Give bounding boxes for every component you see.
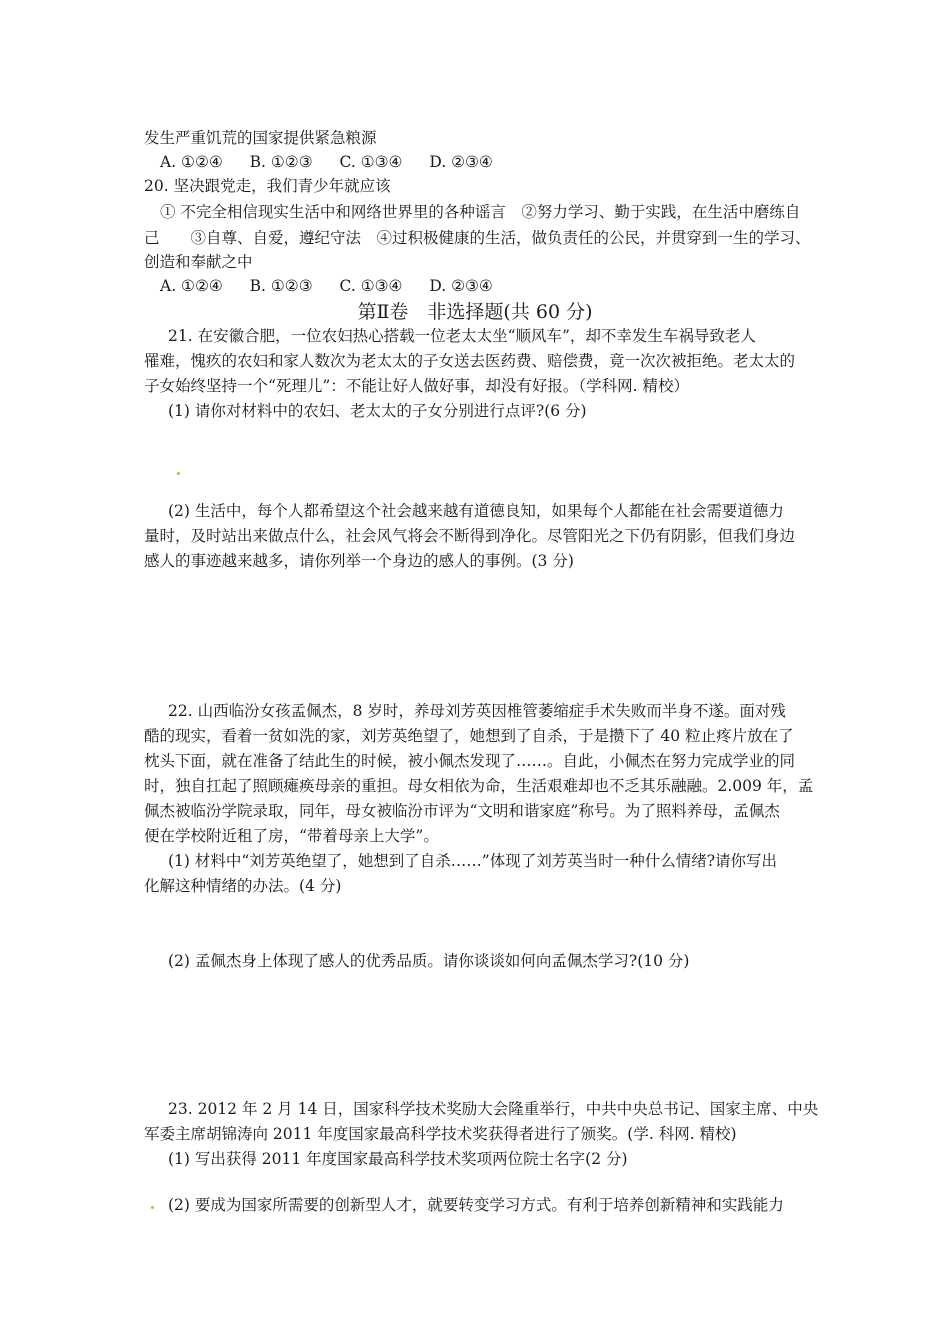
- q19-option-d: D. ②③④: [429, 153, 493, 171]
- q20-option-a: A. ①②④: [160, 277, 223, 295]
- q20-option-c: C. ①③④: [339, 277, 403, 295]
- q23-line-2: 军委主席胡锦涛向 2011 年度国家最高科学技术奖获得者进行了颁奖。(学. 科网. 精校): [144, 1125, 737, 1143]
- q21-sub2-line-1: (2) 生活中，每个人都希望这个社会越来越有道德良知，如果每个人都能在社会需要道德力: [168, 502, 784, 520]
- q20-option-b: B. ①②③: [249, 277, 313, 295]
- q21-sub1: (1) 请你对材料中的农妇、老太太的子女分别进行点评?(6 分): [168, 402, 587, 420]
- q21-line-2: 罹难，愧疚的农妇和家人数次为老太太的子女送去医药费、赔偿费，竟一次次被拒绝。老太太的: [144, 352, 796, 370]
- section-title: 第Ⅱ卷 非选择题(共 60 分): [357, 301, 593, 323]
- q22-line-4: 时，独自扛起了照顾瘫痪母亲的重担。母女相依为命，生活艰难却也不乏其乐融融。2.009 年，孟: [144, 777, 814, 795]
- q23-sub1: (1) 写出获得 2011 年度国家最高科学技术奖项两位院士名字(2 分): [168, 1150, 628, 1168]
- stray-dot: [151, 1206, 154, 1209]
- q20-line-3: 创造和奉献之中: [144, 253, 253, 271]
- q20-options: [160, 275, 515, 297]
- q21-line-1: 21. 在安徽合肥，一位农妇热心搭载一位老太太坐“顺风车”，却不幸发生车祸导致老人: [168, 327, 756, 345]
- stray-dot: [177, 472, 180, 475]
- q22-sub1-line-2: 化解这种情绪的办法。(4 分): [144, 877, 342, 895]
- q23-line-1: 23. 2012 年 2 月 14 日，国家科学技术奖励大会隆重举行，中共中央总书记、国家主席、中央: [168, 1100, 819, 1118]
- q19-option-a: A. ①②④: [160, 153, 223, 171]
- q19-option-c: C. ①③④: [339, 153, 403, 171]
- q19-option-b: B. ①②③: [249, 153, 313, 171]
- q21-sub2-line-3: 感人的事迹越来越多，请你列举一个身边的感人的事例。(3 分): [144, 552, 574, 570]
- q22-line-3: 枕头下面，就在准备了结此生的时候，被小佩杰发现了……。自此，小佩杰在努力完成学业的同: [144, 752, 796, 770]
- q22-sub1-line-1: (1) 材料中“刘芳英绝望了，她想到了自杀……”体现了刘芳英当时一种什么情绪?请你写出: [168, 852, 778, 870]
- q20-line-1: ① 不完全相信现实生活中和网络世界里的各种谣言 ②努力学习、勤于实践，在生活中磨练自: [160, 203, 801, 221]
- q20-line-2: 己 ③自尊、自爱，遵纪守法 ④过积极健康的生活，做负责任的公民，并贯穿到一生的学习、: [144, 229, 811, 247]
- q22-line-6: 便在学校附近租了房，“带着母亲上大学”。: [144, 827, 439, 845]
- q19-options: [160, 151, 515, 173]
- q23-sub2: (2) 要成为国家所需要的创新型人才，就要转变学习方式。有利于培养创新精神和实践能力: [168, 1196, 784, 1214]
- q19-tail: 发生严重饥荒的国家提供紧急粮源: [144, 129, 377, 147]
- q20-option-d: D. ②③④: [429, 277, 493, 295]
- q21-sub2-line-2: 量时，及时站出来做点什么，社会风气将会不断得到净化。尽管阳光之下仍有阴影，但我们身边: [144, 527, 796, 545]
- q21-line-3: 子女始终坚持一个“死理儿”：不能让好人做好事，却没有好报。（学科网. 精校）: [144, 377, 689, 395]
- q22-line-1: 22. 山西临汾女孩孟佩杰，8 岁时，养母刘芳英因椎管萎缩症手术失败而半身不遂。面对残: [168, 702, 786, 720]
- q20-stem: 20. 坚决跟党走，我们青少年就应该: [144, 177, 391, 195]
- q22-sub2: (2) 孟佩杰身上体现了感人的优秀品质。请你谈谈如何向孟佩杰学习?(10 分): [168, 952, 690, 970]
- q22-line-5: 佩杰被临汾学院录取，同年，母女被临汾市评为“文明和谐家庭”称号。为了照料养母，孟佩杰: [144, 802, 780, 820]
- q22-line-2: 酷的现实，看着一贫如洗的家，刘芳英绝望了，她想到了自杀，于是攒下了 40 粒止疼片放在了: [144, 727, 794, 745]
